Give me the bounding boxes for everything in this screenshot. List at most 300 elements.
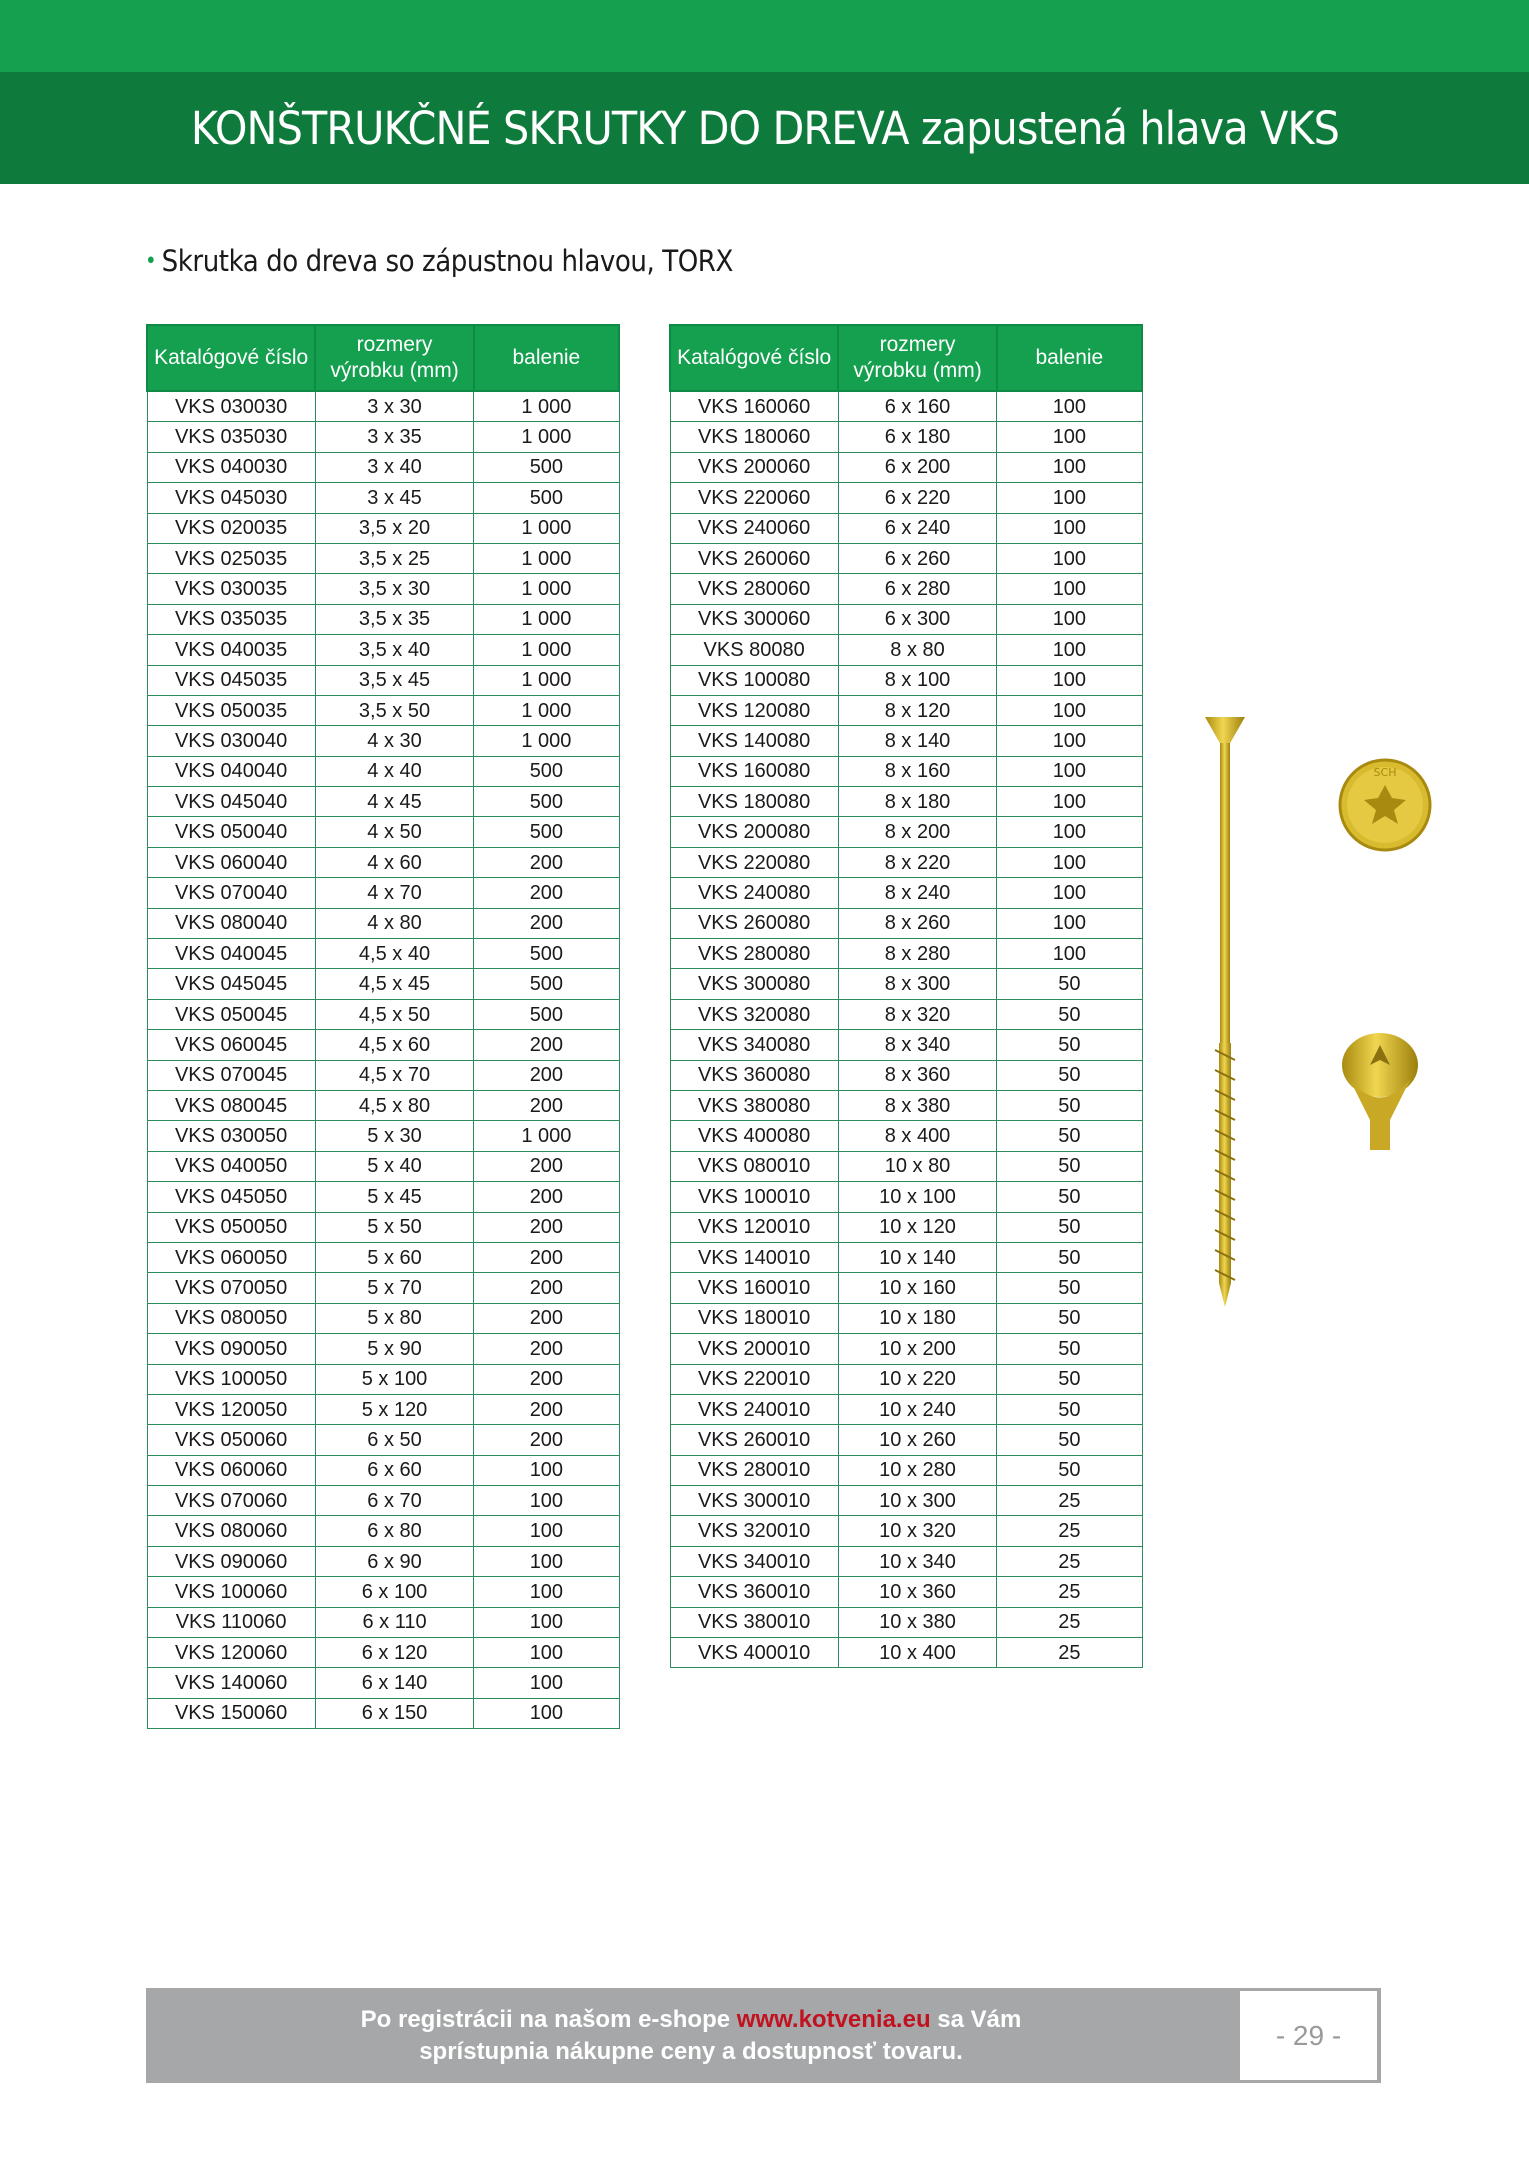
packaging-cell: 100: [474, 1638, 619, 1668]
dimensions-cell: 6 x 160: [838, 391, 996, 422]
packaging-cell: 50: [997, 1455, 1142, 1485]
catalog-number-cell: VKS 280060: [670, 574, 838, 604]
dimensions-cell: 4 x 50: [315, 817, 473, 847]
catalog-number-cell: VKS 030050: [147, 1121, 315, 1151]
packaging-cell: 100: [474, 1455, 619, 1485]
table-row: [147, 1577, 619, 1607]
packaging-cell: 100: [997, 543, 1142, 573]
packaging-cell: 50: [997, 1182, 1142, 1212]
packaging-cell: 1 000: [474, 574, 619, 604]
dimensions-cell: 6 x 100: [315, 1577, 473, 1607]
table-row: [147, 543, 619, 573]
catalog-number-cell: VKS 070040: [147, 878, 315, 908]
table-row: [147, 787, 619, 817]
packaging-cell: 200: [474, 1425, 619, 1455]
packaging-cell: 100: [997, 939, 1142, 969]
catalog-number-cell: VKS 030035: [147, 574, 315, 604]
dimensions-cell: 6 x 50: [315, 1425, 473, 1455]
packaging-cell: 50: [997, 1090, 1142, 1120]
catalog-number-cell: VKS 060045: [147, 1030, 315, 1060]
table-row: [670, 635, 1142, 665]
dimensions-cell: 4 x 70: [315, 878, 473, 908]
table-row: [147, 422, 619, 452]
dimensions-cell: 8 x 400: [838, 1121, 996, 1151]
dimensions-cell: 6 x 180: [838, 422, 996, 452]
dimensions-cell: 10 x 340: [838, 1546, 996, 1576]
catalog-number-cell: VKS 80080: [670, 635, 838, 665]
catalog-number-cell: VKS 080010: [670, 1151, 838, 1181]
screw-head-top-image: [1330, 750, 1440, 860]
packaging-cell: 200: [474, 1273, 619, 1303]
table-row: [147, 1394, 619, 1424]
header-catalog-number: Katalógové číslo: [147, 325, 315, 391]
table-row: [670, 391, 1142, 422]
table-row: [670, 574, 1142, 604]
packaging-cell: 50: [997, 1121, 1142, 1151]
dimensions-cell: 6 x 260: [838, 543, 996, 573]
catalog-number-cell: VKS 400010: [670, 1638, 838, 1668]
table-row: [147, 1546, 619, 1576]
packaging-cell: 500: [474, 817, 619, 847]
table-row: [147, 726, 619, 756]
dimensions-cell: 3,5 x 45: [315, 665, 473, 695]
catalog-number-cell: VKS 080040: [147, 908, 315, 938]
packaging-cell: 500: [474, 999, 619, 1029]
catalog-number-cell: VKS 045040: [147, 787, 315, 817]
dimensions-cell: 8 x 380: [838, 1090, 996, 1120]
catalog-number-cell: VKS 035035: [147, 604, 315, 634]
table-row: [147, 817, 619, 847]
bullet-icon: •: [145, 249, 157, 274]
table-row: [670, 543, 1142, 573]
table-row: [147, 1486, 619, 1516]
catalog-number-cell: VKS 060050: [147, 1242, 315, 1272]
dimensions-cell: 3,5 x 30: [315, 574, 473, 604]
catalog-number-cell: VKS 320010: [670, 1516, 838, 1546]
packaging-cell: 100: [474, 1607, 619, 1637]
table-row: [670, 1364, 1142, 1394]
table-row: [147, 1516, 619, 1546]
dimensions-cell: 5 x 80: [315, 1303, 473, 1333]
catalog-number-cell: VKS 100080: [670, 665, 838, 695]
packaging-cell: 100: [997, 817, 1142, 847]
dimensions-cell: 6 x 90: [315, 1546, 473, 1576]
footer-line-2: sprístupnia nákupne ceny a dostupnosť tovaru.: [419, 2037, 963, 2065]
catalog-number-cell: VKS 260080: [670, 908, 838, 938]
dimensions-cell: 6 x 200: [838, 452, 996, 482]
packaging-cell: 1 000: [474, 543, 619, 573]
packaging-cell: 50: [997, 1242, 1142, 1272]
catalog-number-cell: VKS 050060: [147, 1425, 315, 1455]
footer-text: sa Vám: [930, 2005, 1022, 2033]
catalog-number-cell: VKS 340010: [670, 1546, 838, 1576]
packaging-cell: 100: [997, 635, 1142, 665]
dimensions-cell: 6 x 220: [838, 483, 996, 513]
catalog-number-cell: VKS 360010: [670, 1577, 838, 1607]
packaging-cell: 50: [997, 1151, 1142, 1181]
table-row: [147, 1455, 619, 1485]
packaging-cell: 200: [474, 1151, 619, 1181]
dimensions-cell: 5 x 50: [315, 1212, 473, 1242]
table-row: [147, 1334, 619, 1364]
dimensions-cell: 8 x 200: [838, 817, 996, 847]
packaging-cell: 200: [474, 1303, 619, 1333]
catalog-number-cell: VKS 380010: [670, 1607, 838, 1637]
catalog-number-cell: VKS 040050: [147, 1151, 315, 1181]
packaging-cell: 1 000: [474, 422, 619, 452]
footer-message: [146, 1988, 1236, 2083]
table-row: [147, 939, 619, 969]
table-header-row: [670, 325, 1142, 391]
dimensions-cell: 8 x 160: [838, 756, 996, 786]
dimensions-cell: 8 x 80: [838, 635, 996, 665]
packaging-cell: 50: [997, 1273, 1142, 1303]
dimensions-cell: 5 x 120: [315, 1394, 473, 1424]
dimensions-cell: 4 x 40: [315, 756, 473, 786]
dimensions-cell: 4 x 80: [315, 908, 473, 938]
packaging-cell: 100: [474, 1698, 619, 1728]
table-row: [147, 513, 619, 543]
dimensions-cell: 10 x 400: [838, 1638, 996, 1668]
packaging-cell: 25: [997, 1546, 1142, 1576]
catalog-number-cell: VKS 220010: [670, 1364, 838, 1394]
table-row: [147, 574, 619, 604]
dimensions-cell: 5 x 40: [315, 1151, 473, 1181]
table-row: [670, 1273, 1142, 1303]
catalog-number-cell: VKS 045045: [147, 969, 315, 999]
table-row: [670, 422, 1142, 452]
dimensions-cell: 8 x 140: [838, 726, 996, 756]
table-row: [670, 1151, 1142, 1181]
dimensions-cell: 10 x 360: [838, 1577, 996, 1607]
dimensions-cell: 8 x 220: [838, 847, 996, 877]
table-row: [670, 1638, 1142, 1668]
dimensions-cell: 3,5 x 25: [315, 543, 473, 573]
packaging-cell: 50: [997, 1364, 1142, 1394]
packaging-cell: 100: [997, 452, 1142, 482]
product-description: [145, 244, 733, 278]
dimensions-cell: 10 x 240: [838, 1394, 996, 1424]
catalog-number-cell: VKS 120060: [147, 1638, 315, 1668]
table-row: [147, 1668, 619, 1698]
table-row: [147, 483, 619, 513]
dimensions-cell: 6 x 300: [838, 604, 996, 634]
table-row: [670, 726, 1142, 756]
spec-table-right: [669, 324, 1143, 1668]
packaging-cell: 200: [474, 1364, 619, 1394]
catalog-number-cell: VKS 020035: [147, 513, 315, 543]
packaging-cell: 25: [997, 1516, 1142, 1546]
table-row: [670, 756, 1142, 786]
catalog-number-cell: VKS 110060: [147, 1607, 315, 1637]
page-title: KONŠTRUKČNÉ SKRUTKY DO DREVA zapustená hlava VKS: [190, 101, 1339, 155]
catalog-number-cell: VKS 090050: [147, 1334, 315, 1364]
catalog-number-cell: VKS 320080: [670, 999, 838, 1029]
table-row: [147, 695, 619, 725]
packaging-cell: 100: [474, 1577, 619, 1607]
dimensions-cell: 5 x 60: [315, 1242, 473, 1272]
table-row: [147, 1030, 619, 1060]
dimensions-cell: 10 x 300: [838, 1486, 996, 1516]
packaging-cell: 200: [474, 908, 619, 938]
packaging-cell: 25: [997, 1607, 1142, 1637]
header-packaging: balenie: [474, 325, 619, 391]
packaging-cell: 200: [474, 1060, 619, 1090]
table-row: [670, 878, 1142, 908]
packaging-cell: 50: [997, 999, 1142, 1029]
catalog-number-cell: VKS 260010: [670, 1425, 838, 1455]
table-row: [147, 1607, 619, 1637]
packaging-cell: 100: [997, 908, 1142, 938]
packaging-cell: 1 000: [474, 391, 619, 422]
catalog-number-cell: VKS 050040: [147, 817, 315, 847]
catalog-number-cell: VKS 200060: [670, 452, 838, 482]
dimensions-cell: 10 x 120: [838, 1212, 996, 1242]
dimensions-cell: 6 x 110: [315, 1607, 473, 1637]
table-row: [147, 969, 619, 999]
catalog-number-cell: VKS 400080: [670, 1121, 838, 1151]
catalog-number-cell: VKS 260060: [670, 543, 838, 573]
catalog-number-cell: VKS 180010: [670, 1303, 838, 1333]
dimensions-cell: 6 x 280: [838, 574, 996, 604]
table-row: [147, 1151, 619, 1181]
packaging-cell: 100: [997, 787, 1142, 817]
catalog-number-cell: VKS 160010: [670, 1273, 838, 1303]
website-link[interactable]: www.kotvenia.eu: [736, 2005, 931, 2033]
packaging-cell: 100: [997, 665, 1142, 695]
dimensions-cell: 3 x 45: [315, 483, 473, 513]
catalog-number-cell: VKS 220060: [670, 483, 838, 513]
catalog-number-cell: VKS 200010: [670, 1334, 838, 1364]
catalog-number-cell: VKS 040030: [147, 452, 315, 482]
packaging-cell: 100: [474, 1516, 619, 1546]
table-row: [670, 999, 1142, 1029]
dimensions-cell: 10 x 220: [838, 1364, 996, 1394]
catalog-number-cell: VKS 160080: [670, 756, 838, 786]
catalog-number-cell: VKS 050045: [147, 999, 315, 1029]
dimensions-cell: 10 x 80: [838, 1151, 996, 1181]
packaging-cell: 100: [997, 391, 1142, 422]
top-accent-bar: [0, 0, 1529, 72]
table-row: [670, 665, 1142, 695]
catalog-number-cell: VKS 360080: [670, 1060, 838, 1090]
packaging-cell: 100: [474, 1668, 619, 1698]
dimensions-cell: 8 x 340: [838, 1030, 996, 1060]
table-row: [147, 1303, 619, 1333]
packaging-cell: 200: [474, 1394, 619, 1424]
table-row: [670, 513, 1142, 543]
dimensions-cell: 6 x 70: [315, 1486, 473, 1516]
table-row: [670, 1577, 1142, 1607]
table-row: [670, 604, 1142, 634]
header-dimensions: rozmery výrobku (mm): [838, 325, 996, 391]
table-row: [670, 1425, 1142, 1455]
packaging-cell: 50: [997, 1334, 1142, 1364]
catalog-number-cell: VKS 280010: [670, 1455, 838, 1485]
table-row: [147, 1638, 619, 1668]
table-row: [670, 452, 1142, 482]
table-row: [670, 908, 1142, 938]
dimensions-cell: 8 x 100: [838, 665, 996, 695]
dimensions-cell: 4 x 30: [315, 726, 473, 756]
dimensions-cell: 8 x 260: [838, 908, 996, 938]
packaging-cell: 1 000: [474, 1121, 619, 1151]
catalog-number-cell: VKS 300060: [670, 604, 838, 634]
dimensions-cell: 3 x 30: [315, 391, 473, 422]
packaging-cell: 50: [997, 1394, 1142, 1424]
catalog-number-cell: VKS 045050: [147, 1182, 315, 1212]
header-catalog-number: Katalógové číslo: [670, 325, 838, 391]
packaging-cell: 500: [474, 756, 619, 786]
dimensions-cell: 4 x 60: [315, 847, 473, 877]
packaging-cell: 100: [997, 574, 1142, 604]
header-dimensions: rozmery výrobku (mm): [315, 325, 473, 391]
table-row: [670, 483, 1142, 513]
catalog-number-cell: VKS 100060: [147, 1577, 315, 1607]
dimensions-cell: 8 x 300: [838, 969, 996, 999]
dimensions-cell: 4,5 x 80: [315, 1090, 473, 1120]
table-row: [147, 1698, 619, 1728]
catalog-number-cell: VKS 050035: [147, 695, 315, 725]
catalog-number-cell: VKS 070045: [147, 1060, 315, 1090]
dimensions-cell: 4,5 x 50: [315, 999, 473, 1029]
packaging-cell: 500: [474, 939, 619, 969]
catalog-number-cell: VKS 080045: [147, 1090, 315, 1120]
packaging-cell: 1 000: [474, 604, 619, 634]
catalog-number-cell: VKS 140080: [670, 726, 838, 756]
table-row: [670, 1090, 1142, 1120]
catalog-number-cell: VKS 240060: [670, 513, 838, 543]
dimensions-cell: 6 x 60: [315, 1455, 473, 1485]
table-row: [670, 969, 1142, 999]
packaging-cell: 1 000: [474, 695, 619, 725]
table-row: [670, 1334, 1142, 1364]
packaging-cell: 100: [997, 695, 1142, 725]
catalog-number-cell: VKS 160060: [670, 391, 838, 422]
catalog-number-cell: VKS 280080: [670, 939, 838, 969]
screw-image: [1195, 705, 1255, 1315]
catalog-number-cell: VKS 070050: [147, 1273, 315, 1303]
footer-banner: [146, 1988, 1381, 2083]
packaging-cell: 200: [474, 847, 619, 877]
catalog-number-cell: VKS 025035: [147, 543, 315, 573]
table-row: [670, 1303, 1142, 1333]
packaging-cell: 50: [997, 1030, 1142, 1060]
packaging-cell: 200: [474, 878, 619, 908]
packaging-cell: 200: [474, 1334, 619, 1364]
dimensions-cell: 5 x 45: [315, 1182, 473, 1212]
catalog-number-cell: VKS 140060: [147, 1668, 315, 1698]
packaging-cell: 200: [474, 1090, 619, 1120]
packaging-cell: 200: [474, 1030, 619, 1060]
table-row: [147, 1242, 619, 1272]
packaging-cell: 100: [997, 756, 1142, 786]
catalog-number-cell: VKS 120080: [670, 695, 838, 725]
dimensions-cell: 6 x 240: [838, 513, 996, 543]
title-bar: [0, 72, 1529, 184]
dimensions-cell: 3,5 x 40: [315, 635, 473, 665]
dimensions-cell: 8 x 280: [838, 939, 996, 969]
dimensions-cell: 3,5 x 20: [315, 513, 473, 543]
table-row: [670, 1546, 1142, 1576]
table-header-row: [147, 325, 619, 391]
table-row: [670, 1607, 1142, 1637]
dimensions-cell: 4,5 x 60: [315, 1030, 473, 1060]
packaging-cell: 200: [474, 1182, 619, 1212]
dimensions-cell: 8 x 240: [838, 878, 996, 908]
packaging-cell: 1 000: [474, 665, 619, 695]
packaging-cell: 100: [474, 1486, 619, 1516]
catalog-number-cell: VKS 080060: [147, 1516, 315, 1546]
table-row: [670, 1486, 1142, 1516]
packaging-cell: 25: [997, 1577, 1142, 1607]
dimensions-cell: 4 x 45: [315, 787, 473, 817]
dimensions-cell: 3 x 40: [315, 452, 473, 482]
dimensions-cell: 10 x 280: [838, 1455, 996, 1485]
packaging-cell: 50: [997, 1425, 1142, 1455]
dimensions-cell: 5 x 70: [315, 1273, 473, 1303]
table-row: [670, 939, 1142, 969]
catalog-number-cell: VKS 100050: [147, 1364, 315, 1394]
dimensions-cell: 3 x 35: [315, 422, 473, 452]
catalog-number-cell: VKS 080050: [147, 1303, 315, 1333]
catalog-number-cell: VKS 140010: [670, 1242, 838, 1272]
dimensions-cell: 6 x 120: [315, 1638, 473, 1668]
table-row: [147, 1273, 619, 1303]
packaging-cell: 25: [997, 1638, 1142, 1668]
packaging-cell: 100: [997, 604, 1142, 634]
dimensions-cell: 5 x 100: [315, 1364, 473, 1394]
dimensions-cell: 5 x 90: [315, 1334, 473, 1364]
dimensions-cell: 4,5 x 45: [315, 969, 473, 999]
catalog-number-cell: VKS 300010: [670, 1486, 838, 1516]
catalog-number-cell: VKS 040045: [147, 939, 315, 969]
catalog-number-cell: VKS 240010: [670, 1394, 838, 1424]
packaging-cell: 500: [474, 787, 619, 817]
dimensions-cell: 8 x 360: [838, 1060, 996, 1090]
catalog-number-cell: VKS 045030: [147, 483, 315, 513]
table-row: [670, 1212, 1142, 1242]
dimensions-cell: 4,5 x 70: [315, 1060, 473, 1090]
dimensions-cell: 10 x 260: [838, 1425, 996, 1455]
catalog-number-cell: VKS 150060: [147, 1698, 315, 1728]
dimensions-cell: 3,5 x 50: [315, 695, 473, 725]
packaging-cell: 100: [997, 513, 1142, 543]
table-row: [670, 1394, 1142, 1424]
packaging-cell: 1 000: [474, 635, 619, 665]
packaging-cell: 100: [997, 483, 1142, 513]
dimensions-cell: 10 x 320: [838, 1516, 996, 1546]
catalog-number-cell: VKS 045035: [147, 665, 315, 695]
catalog-number-cell: VKS 300080: [670, 969, 838, 999]
footer-text: Po registrácii na našom e-shope: [360, 2005, 737, 2033]
catalog-number-cell: VKS 100010: [670, 1182, 838, 1212]
table-row: [147, 1364, 619, 1394]
table-row: [147, 604, 619, 634]
table-row: [147, 1425, 619, 1455]
table-row: [670, 847, 1142, 877]
table-row: [147, 756, 619, 786]
packaging-cell: 100: [474, 1546, 619, 1576]
dimensions-cell: 8 x 120: [838, 695, 996, 725]
dimensions-cell: 10 x 160: [838, 1273, 996, 1303]
packaging-cell: 50: [997, 969, 1142, 999]
packaging-cell: 500: [474, 483, 619, 513]
catalog-number-cell: VKS 040035: [147, 635, 315, 665]
screw-head-side-image: [1330, 1025, 1430, 1155]
packaging-cell: 50: [997, 1303, 1142, 1333]
packaging-cell: 50: [997, 1060, 1142, 1090]
